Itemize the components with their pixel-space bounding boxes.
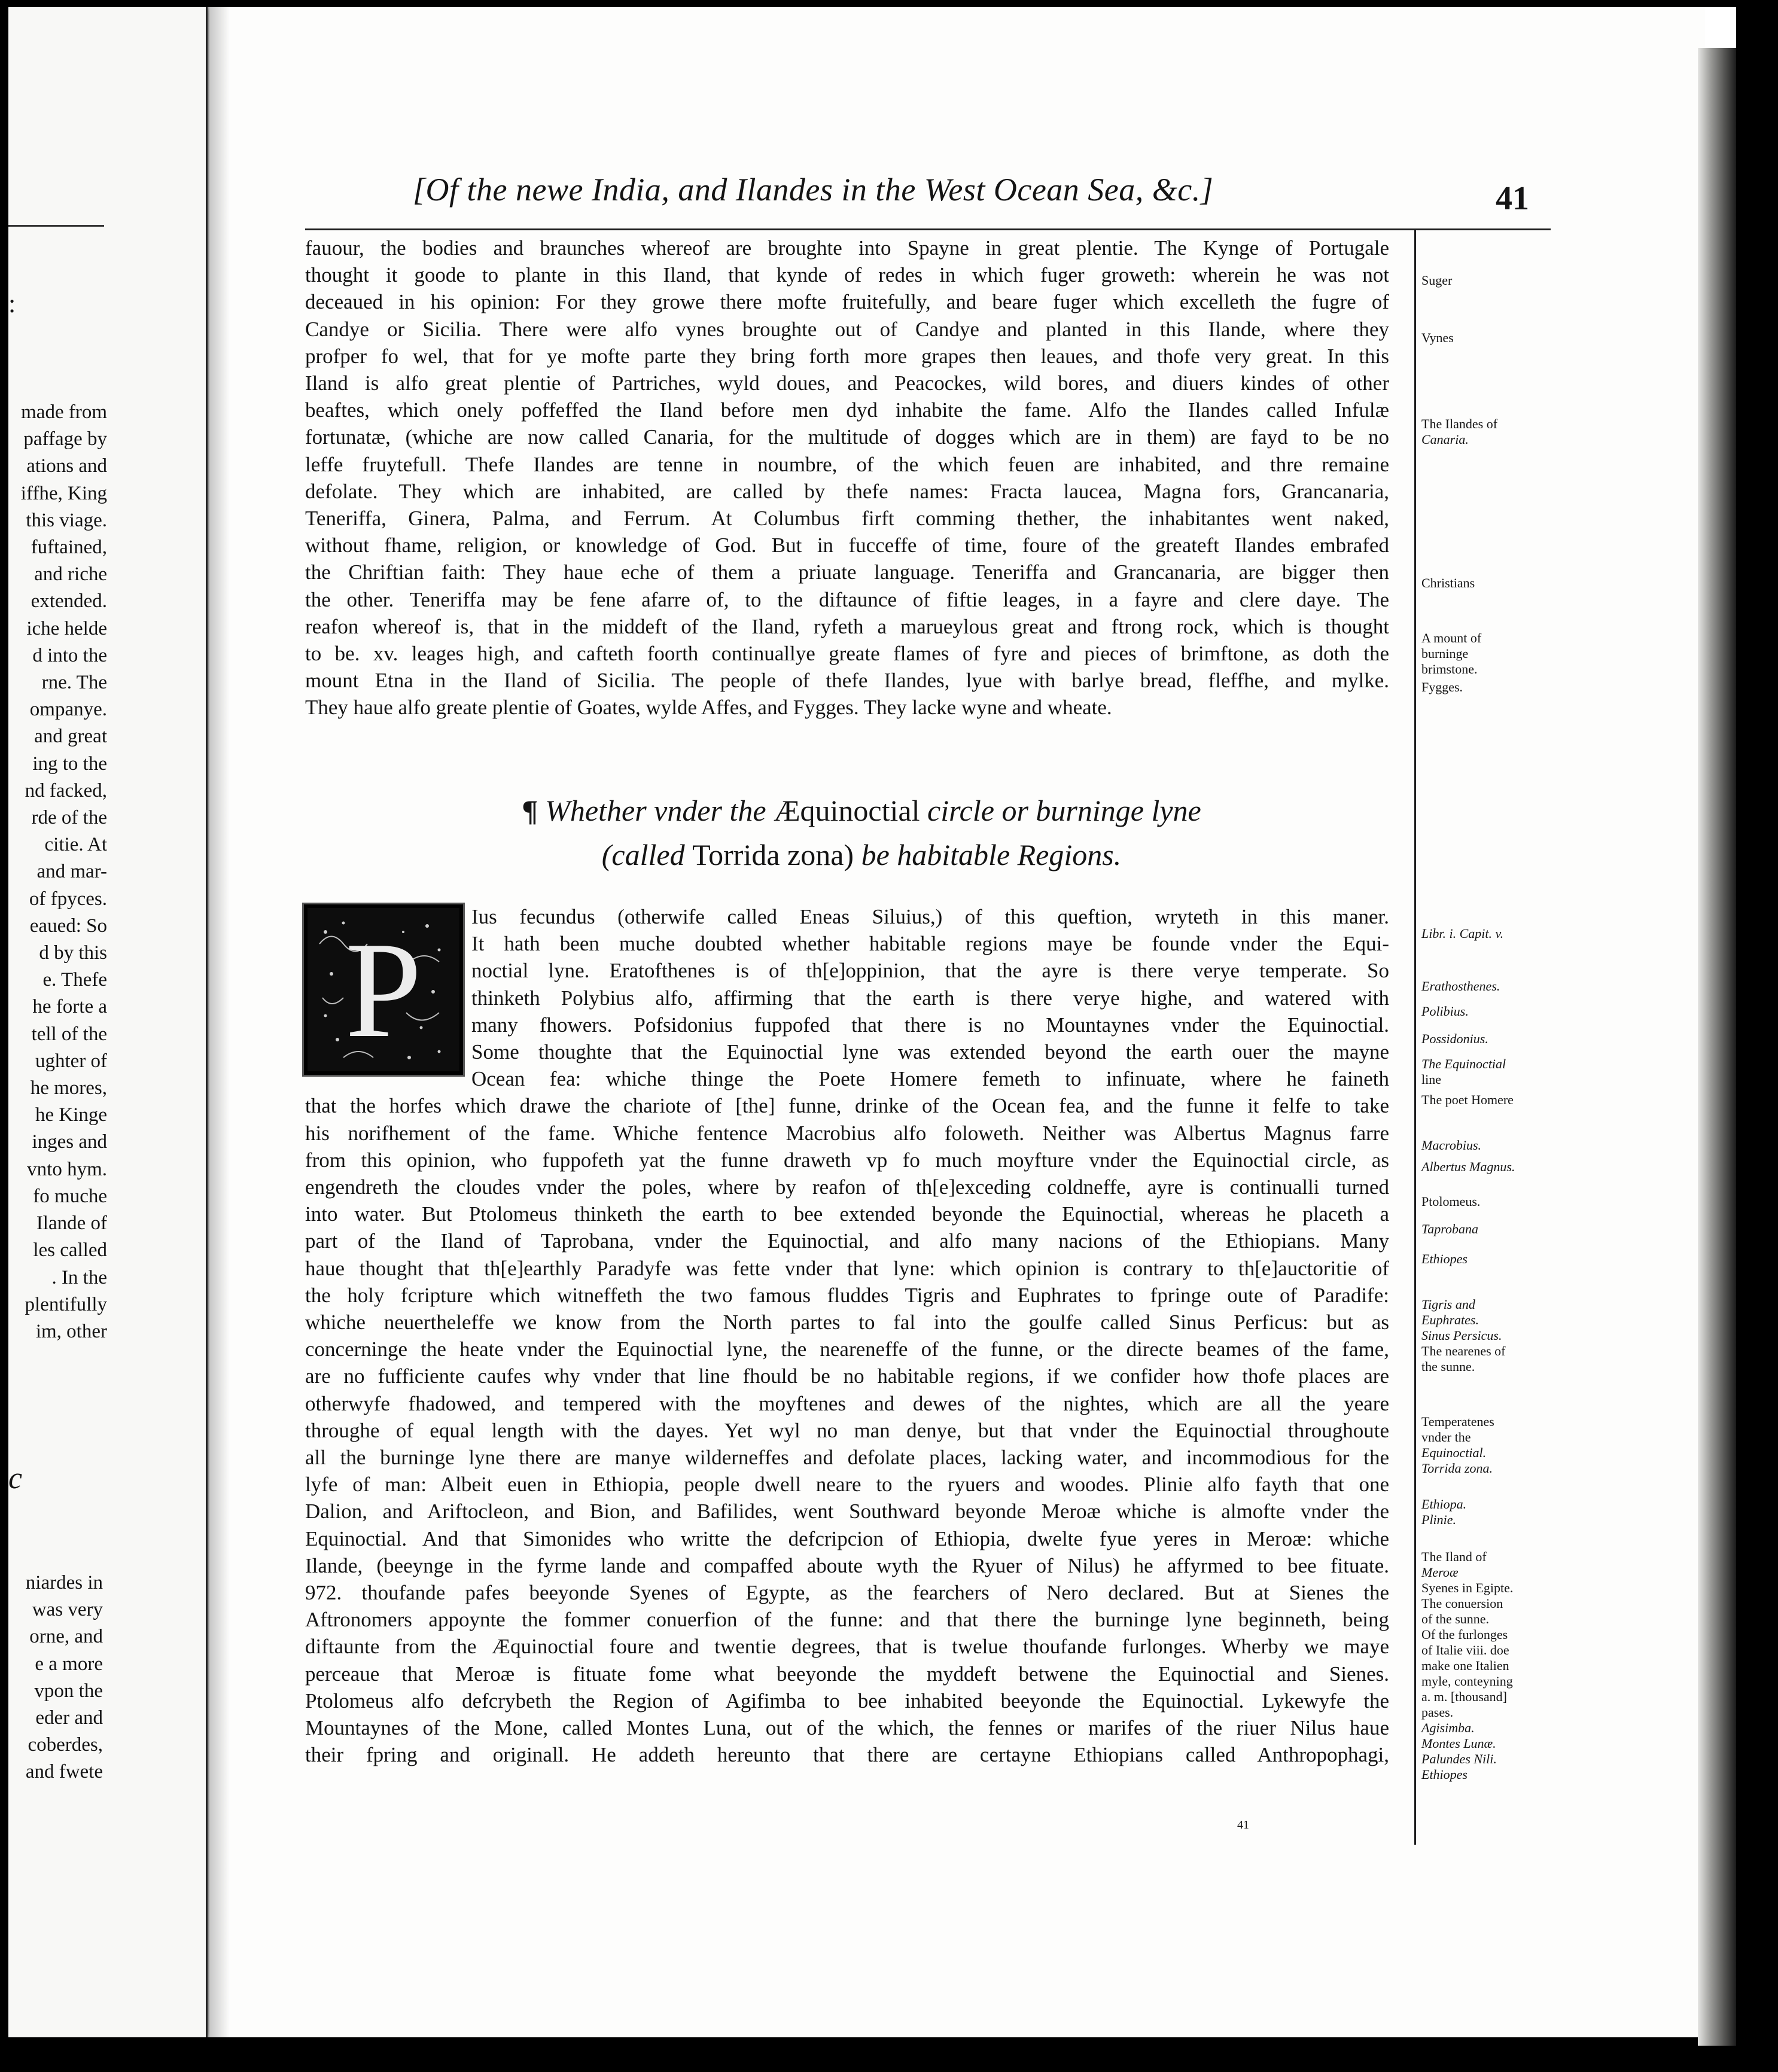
left-page-line: les called — [33, 1239, 107, 1262]
left-page-line: ompanye. — [29, 699, 107, 721]
margin-note-ethiopa — [1421, 1497, 1466, 1528]
text-line: Teneriffa, Ginera, Palma, and Ferrum. At Columbus firft comming thether, the inhabitantes went naked, — [305, 507, 1389, 531]
text-line: from this opinion, who fuppofeth yat the funne draweth vp fo much moyfture vnder the Equinoctial circle, as — [305, 1148, 1389, 1172]
text-line: concerninge the heate vnder the Equinoctial lyne, the neareneffe of the funne, or the directe beames of the fame, — [305, 1337, 1389, 1361]
margin-note-mount — [1421, 630, 1481, 677]
text-line: are no fufficiente caufes why vnder that line fhould be no habitable regions, if we confider how thofe places are — [305, 1364, 1389, 1388]
heading-text: Æquinoctial — [774, 794, 920, 827]
left-page-line: eaued: So — [29, 915, 107, 937]
gutter-shadow — [206, 7, 230, 2037]
text-line: They haue alfo greate plentie of Goates, wylde Affes, and Fygges. They lacke wyne and wheate. — [305, 696, 1112, 720]
margin-note-line: The nearenes of — [1421, 1343, 1506, 1358]
margin-note-line: Tigris and — [1421, 1297, 1475, 1312]
heading-text: (called — [601, 838, 685, 872]
scan-border-bottom — [0, 2037, 1778, 2072]
bottom-folio: 41 — [1237, 1818, 1249, 1832]
heading-line-2 — [431, 833, 1292, 877]
running-head: [Of the newe India, and Ilandes in the West Ocean Sea, &c.] — [413, 172, 1214, 208]
margin-note-libr: Libr. i. Capit. v. — [1421, 926, 1504, 941]
margin-note-meroe — [1421, 1549, 1513, 1782]
margin-note-line: Meroæ — [1421, 1565, 1459, 1580]
page-number: 41 — [1496, 180, 1529, 217]
text-line: mount Etna in the Iland of Sicilia. The people of thefe Ilandes, lyue with barlye bread, fleffhe, and mylke. — [305, 669, 1389, 693]
text-line: thinketh Polybius alfo, affirming that the earth is there verye highe, and watered with — [471, 986, 1389, 1010]
left-page-line: eder and — [35, 1707, 103, 1729]
margin-note-line: brimstone. — [1421, 662, 1478, 677]
scan-border-left — [0, 0, 8, 2072]
left-page-line: he Kinge — [35, 1104, 107, 1126]
margin-note-erathosthenes: Erathosthenes. — [1421, 979, 1500, 994]
margin-note-line: Sinus Persicus. — [1421, 1328, 1502, 1343]
text-line: profper fo wel, that for ye mofte parte they bring forth more grapes then leaues, and thofe very great. In this — [305, 344, 1389, 368]
text-line: 972. thoufande pafes beeyonde Syenes of Egypte, as the fearchers of Nero declared. But at Sienes the — [305, 1581, 1389, 1605]
margin-note-line: A mount of — [1421, 630, 1482, 645]
margin-note-line: Syenes in Egipte. — [1421, 1580, 1514, 1595]
left-page-colon: : — [8, 289, 16, 318]
margin-note-line: Of the furlonges — [1421, 1627, 1508, 1642]
left-page-line: ations and — [26, 455, 107, 477]
margin-note-polibius: Polibius. — [1421, 1004, 1469, 1019]
text-line: whiche neuertheleffe we know from the North partes to fal into the goulfe called Sinus Perficus: but as — [305, 1311, 1389, 1334]
text-line: his norifhement of the fame. Whiche fentence Macrobius alfo foloweth. Neither was Albertus Magnus farre — [305, 1121, 1389, 1145]
text-line: fortunatæ, (whiche are now called Canaria, for the multitude of dogges which are in them) are fayd to be no — [305, 425, 1389, 449]
margin-note-line: Montes Lunæ. — [1421, 1736, 1496, 1751]
margin-note-line: Agisimba. — [1421, 1720, 1475, 1735]
margin-note-line: The Iland of — [1421, 1549, 1487, 1564]
margin-note-line: Canaria. — [1421, 432, 1469, 447]
text-line: Ptolomeus alfo defcrybeth the Region of Agifimba to bee inhabited beeyonde the Equinoctial. Lykewyfe the — [305, 1689, 1389, 1713]
left-page-line: he forte a — [32, 996, 107, 1018]
text-line: diftaunte from the Æquinoctial foure and twentie degrees, that is twelue thoufande furlonges. Wherby we maye — [305, 1635, 1389, 1659]
text-line: Ius fecundus (otherwife called Eneas Siluius,) of this queftion, wryteth in this maner. — [471, 905, 1389, 928]
left-page-line: fuftained, — [31, 537, 107, 559]
left-page-line: coberdes, — [28, 1734, 103, 1756]
left-page-line: im, other — [35, 1320, 107, 1342]
left-page-line: and great — [34, 726, 107, 748]
left-page-line: d into the — [32, 644, 107, 666]
left-page-line: nd facked, — [25, 779, 107, 802]
margin-note-line: line — [1421, 1072, 1441, 1087]
margin-note-ethiopes: Ethiopes — [1421, 1251, 1468, 1266]
margin-note-albertus: Albertus Magnus. — [1421, 1159, 1515, 1174]
left-page-line: e a more — [35, 1653, 103, 1675]
margin-note-line: make one Italien — [1421, 1658, 1509, 1673]
margin-note-line: of Italie viii. doe — [1421, 1643, 1509, 1657]
left-page-line: tell of the — [31, 1023, 107, 1045]
pilcrow-icon: ¶ — [522, 794, 538, 827]
margin-note-fygges: Fygges. — [1421, 680, 1463, 694]
page-edge-stack — [1698, 48, 1736, 2046]
margin-note-macrobius: Macrobius. — [1421, 1138, 1482, 1153]
margin-note-possidonius: Possidonius. — [1421, 1031, 1488, 1046]
text-line: Ocean fea: whiche thinge the Poete Homere femeth to infinuate, where he faineth — [471, 1067, 1389, 1091]
heading-text: Torrida zona) — [692, 838, 854, 872]
left-page-text-block-b — [8, 1570, 103, 1786]
text-line: the other. Teneriffa may be fene afarre of, to the diftaunce of fiftie leages, in a fayre and clere daye. The — [305, 587, 1389, 611]
margin-note-line: Temperatenes — [1421, 1414, 1494, 1429]
text-line: lyfe of man: Albeit euen in Ethiopia, people dwell neare to the ryuers and woodes. Plinie alfo fayth that one — [305, 1473, 1389, 1497]
text-line: haue thought that th[e]earthly Paradyfe was fette vnder that lyne: which opinion is contrary to th[e]auctoritie of — [305, 1256, 1389, 1280]
margin-rule — [1414, 230, 1416, 1845]
left-page-line: paffage by — [23, 428, 107, 450]
text-line: defolate. They which are inhabited, are called by thefe names: Fracta laucea, Magna fors, Grancanaria, — [305, 479, 1389, 503]
margin-note-line: vnder the — [1421, 1430, 1471, 1445]
left-page-line: citie. At — [44, 834, 107, 856]
margin-note-equinoctial-line — [1421, 1056, 1506, 1087]
left-page-line: ughter of — [35, 1050, 107, 1072]
left-page-line: was very — [32, 1599, 103, 1621]
margin-note-line: The Ilandes of — [1421, 416, 1498, 431]
text-line: their fpring and originall. He addeth hereunto that there are certayne Ethiopians called Anthropophagi, — [305, 1743, 1389, 1767]
margin-note-line: The Equinoctial — [1421, 1056, 1506, 1071]
text-line: Some thoughte that the Equinoctial lyne was extended beyond the earth ouer the mayne — [471, 1040, 1389, 1064]
left-page-line: d by this — [39, 942, 107, 964]
text-line: beaftes, which onely poffeffed the Iland before men dyd inhabite the fame. Alfo the Ilandes called Infulæ — [305, 398, 1389, 422]
text-line: the Chriftian faith: They haue eche of them a priuate language. Teneriffa and Grancanaria, are bigger then — [305, 560, 1389, 584]
left-page-line: and fwete — [25, 1761, 103, 1783]
text-line: perceaue that Meroæ is fituate fome what beeyonde the myddeft betwene the Equinoctial and Sienes. — [305, 1662, 1389, 1686]
left-page-line: Ilande of — [36, 1212, 107, 1235]
text-line: otherwyfe fhadowed, and tempered with the moyftenes and dewes of the nightes, which are all the yeare — [305, 1391, 1389, 1415]
left-page-text-block-a — [8, 399, 107, 1345]
text-line: to be. xv. leages high, and cafteth foorth continuallye greate flames of fyre and pieces of brimftone, as doth the — [305, 642, 1389, 666]
text-line: throughe of equal length with the dayes. Yet wyl no man denye, but that vnder the Equinoctial throughoute — [305, 1418, 1389, 1442]
margin-note-line: Ethiopa. — [1421, 1497, 1467, 1512]
margin-note-line: of the sunne. — [1421, 1611, 1490, 1626]
left-page-line: rne. The — [41, 672, 107, 694]
left-page-line: this viage. — [26, 509, 107, 531]
text-line: many fhowers. Pofsidonius fuppofed that there is no Mountaynes vnder the Equinoctial. — [471, 1013, 1389, 1037]
text-line: the holy fcripture which witneffeth the two famous fluddes Tigris and Euphrates to fpringe oute of Paradife: — [305, 1283, 1389, 1307]
left-page-line: e. Thefe — [42, 969, 107, 991]
margin-note-line: Torrida zona. — [1421, 1461, 1493, 1476]
margin-note-line: Ethiopes — [1421, 1767, 1468, 1782]
left-page-line: . In the — [51, 1266, 107, 1288]
text-line: engendreth the cloudes vnder the poles, where by reafon of th[e]exceding coldneffe, ayre is continualli turned — [305, 1175, 1389, 1199]
left-page-line: rde of the — [31, 807, 107, 829]
text-line: all the burninge lyne there are manye wilderneffes and defolate places, lacking water, and incommodious for the — [305, 1446, 1389, 1470]
text-line: Ilande, (beeynge in the fyrme lande and compaffed aboute wyth the Ryuer of Nilus) he affyrmed to bee fituate. — [305, 1553, 1389, 1577]
left-page-line: ing to the — [32, 752, 107, 775]
margin-note-ptolomeus: Ptolomeus. — [1421, 1194, 1481, 1209]
left-page-line: made from — [21, 401, 107, 423]
left-page-line: orne, and — [29, 1626, 103, 1648]
margin-note-line: Euphrates. — [1421, 1312, 1479, 1327]
text-line: Iland is alfo great plentie of Partriches, wyld doues, and Peacockes, wild bores, and diuers kindes of other — [305, 371, 1389, 395]
left-page-rule — [8, 225, 104, 227]
text-line: It hath been muche doubted whether habitable regions maye be founde vnder the Equi- — [471, 932, 1389, 956]
left-page-line: iche helde — [26, 617, 107, 639]
text-line: Equinoctial. And that Simonides who writte the defcripcion of Ethiopia, dwelte fyue yeres in Meroæ: whiche — [305, 1526, 1389, 1550]
text-line: thought it goode to plante in this Iland, that kynde of redes in which fuger groweth: wherein he was not — [305, 263, 1389, 287]
margin-note-vynes: Vynes — [1421, 330, 1454, 345]
text-line: leffe fruytefull. Thefe Ilandes are tenne in noumbre, of the which feuen are inhabited, and thre remaine — [305, 452, 1389, 476]
heading-text: circle or burninge lyne — [927, 794, 1201, 827]
left-page-line: vnto hym. — [27, 1158, 107, 1180]
chapter-heading — [431, 788, 1292, 877]
left-page-line: of fpyces. — [29, 888, 107, 910]
previous-page-fragment — [8, 7, 208, 2037]
left-page-line: fo muche — [33, 1185, 107, 1207]
margin-note-suger: Suger — [1421, 273, 1453, 288]
margin-note-temperatenes — [1421, 1414, 1494, 1476]
margin-note-line: burninge — [1421, 646, 1469, 661]
left-page-line: niardes in — [25, 1572, 103, 1593]
text-line: without fhame, religion, or knowledge of God. But in fucceffe of time, foure of the greateft Ilandes embrafed — [305, 534, 1389, 557]
margin-note-tigris — [1421, 1297, 1505, 1375]
text-line: deceaued in his opinion: For they growe there mofte fruitefully, and beare fuger which excelleth the fugre of — [305, 290, 1389, 314]
left-page-line: he mores, — [30, 1077, 107, 1099]
body-text-section-1 — [305, 234, 1389, 721]
heading-line-1 — [431, 788, 1292, 833]
text-line: Candye or Sicilia. There were alfo vynes broughte out of Candye and planted in this Ilande, where they — [305, 317, 1389, 341]
margin-note-line: the sunne. — [1421, 1359, 1475, 1374]
text-line: reafon whereof is, that in the middeft of the Iland, ryfeth a marueylous great and ftrong rock, which is thought — [305, 614, 1389, 638]
body-text-section-2 — [305, 903, 1389, 1769]
margin-note-line: Plinie. — [1421, 1512, 1457, 1527]
margin-note-line: a. m. [thousand] — [1421, 1689, 1507, 1704]
margin-note-line: Equinoctial. — [1421, 1445, 1487, 1460]
margin-note-line: myle, conteyning — [1421, 1674, 1513, 1689]
margin-note-canaria — [1421, 416, 1497, 447]
text-line: fauour, the bodies and braunches whereof are broughte into Spayne in great plentie. The Kynge of Portugale — [305, 236, 1389, 260]
margin-note-line: Palundes Nili. — [1421, 1751, 1497, 1766]
text-line: into water. But Ptolomeus thinketh the earth to bee extended beyonde the Equinoctial, whereas he placeth a — [305, 1202, 1389, 1226]
left-page-line: and riche — [34, 563, 107, 586]
left-page-line: extended. — [31, 590, 107, 613]
text-line: noctial lyne. Eratofthenes is of th[e]oppinion, that the ayre is there verye temperate. So — [471, 959, 1389, 983]
drop-cap-letter: P — [345, 913, 422, 1066]
text-line: Aftronomers appoynte the fommer conuerfion of the funne: and that there the burninge lyne beginneth, being — [305, 1608, 1389, 1632]
margin-note-line: The conuersion — [1421, 1596, 1503, 1611]
margin-note-line: pases. — [1421, 1705, 1454, 1720]
left-page-line: plentifully — [25, 1293, 107, 1315]
heading-text: Whether vnder the — [545, 794, 766, 827]
left-page-line: and mar- — [36, 861, 107, 883]
scan-border-right — [1736, 0, 1778, 2072]
left-page-heading-glyph: c — [8, 1461, 23, 1495]
margin-note-taprobana: Taprobana — [1421, 1221, 1478, 1236]
left-page-line: inges and — [32, 1131, 107, 1153]
margin-note-poet-homere: The poet Homere — [1421, 1092, 1514, 1107]
margin-note-christians: Christians — [1421, 575, 1475, 590]
heading-text: be habitable Regions. — [861, 838, 1122, 872]
text-line: part of the Iland of Taprobana, vnder the Equinoctial, and alfo many nacions of the Ethiopians. Many — [305, 1229, 1389, 1253]
text-line: that the horfes which drawe the chariote of [the] funne, drinke of the Ocean fea, and the funne it felfe to take — [305, 1094, 1389, 1118]
left-page-line: vpon the — [34, 1680, 103, 1702]
text-line: Mountaynes of the Mone, called Montes Luna, out of the which, the fennes or marifes of the riuer Nilus haue — [305, 1716, 1389, 1740]
text-line: Dalion, and Ariftocleon, and Bion, and Bafilides, went Southward beyonde Meroæ whiche is almofte vnder the — [305, 1500, 1389, 1523]
left-page-line: iffhe, King — [20, 482, 107, 504]
scan-border-top — [0, 0, 1778, 7]
header-rule — [305, 228, 1551, 230]
